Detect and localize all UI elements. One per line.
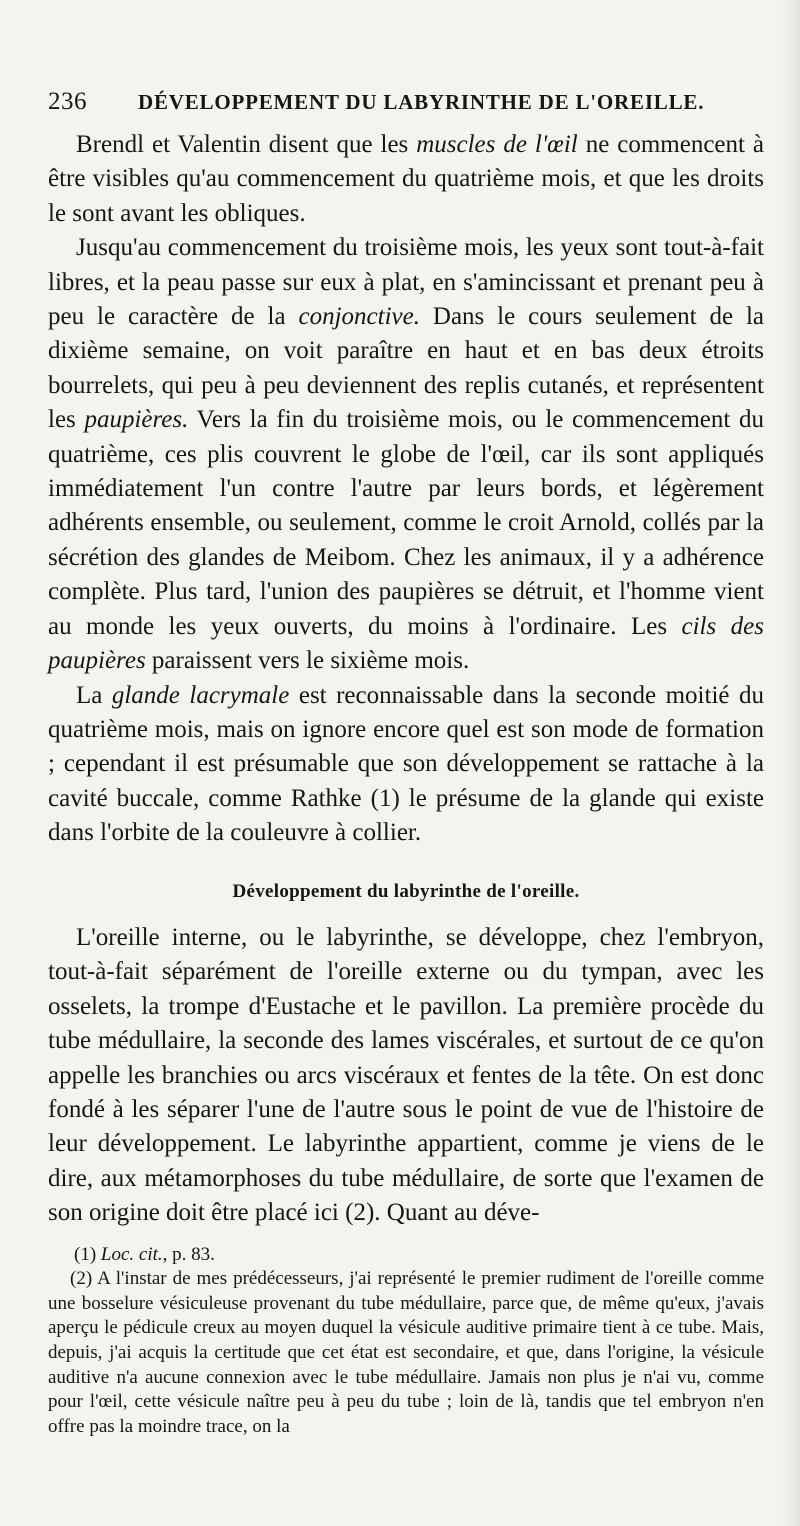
paragraph-glande	[48, 679, 764, 851]
paragraph-paupieres	[48, 231, 764, 678]
text-run: est reconnaissable dans la seconde moitié du quatrième mois, mais on ignore encore quel est son mode de formation ; cependant il est présumable que son développement se rattache à la cavité buccale, comme Rathke (1) le présume de la glande qui existe dans l'orbite de la couleuvre à collier.	[48, 681, 764, 847]
footnote-marker: (1)	[74, 1243, 101, 1265]
main-text	[48, 128, 764, 1231]
footnotes	[48, 1243, 764, 1440]
italic-term: cils des paupières	[48, 612, 764, 675]
running-title: DÉVELOPPEMENT DU LABYRINTHE DE L'OREILLE.	[138, 90, 705, 114]
text-run: Brendl et Valentin disent que les	[76, 131, 417, 158]
italic-term: conjonctive.	[298, 303, 420, 331]
text-run: paraissent vers le sixième mois.	[145, 647, 470, 675]
italic-term: muscles de l'œil	[416, 131, 578, 158]
text-run: Dans le cours seulement de la dixième semaine, on voit paraître en haut et en bas deux étroits bourrelets, qui peu à peu deviennent des replis cutanés, et représentent les	[48, 303, 764, 434]
text-run: Jusqu'au commencement du troisième mois, les yeux sont tout-à-fait libres, et la peau passe sur eux à plat, en s'amincissant et prenant peu à peu le caractère de la	[48, 234, 764, 331]
footnote-1	[48, 1243, 764, 1268]
footnote-2: (2) A l'instar de mes prédécesseurs, j'ai représenté le premier rudiment de l'oreille comme une bosselure vésiculeuse provenant du tube médullaire, parce que, de même qu'eux, j'avais aperçu le pédicule creux au moyen duquel la vésicule auditive primaire tient à ce tube. Mais, depuis, j'ai acquis la certitude que cet état est secondaire, et que, dans l'origine, la vésicule auditive n'a aucune connexion avec le tube médullaire. Jamais non plus je n'ai vu, comme pour l'œil, cette vésicule naître peu à peu du tube ; loin de là, tandis que tel embryon n'en offre pas la moindre trace, on la	[48, 1268, 764, 1437]
italic-term: paupières.	[84, 406, 189, 434]
section-heading: Développement du labyrinthe de l'oreille.	[232, 880, 580, 902]
text-run: Vers la fin du troisième mois, ou le commencement du quatrième, ces plis couvrent le globe de l'œil, car ils sont appliqués immédiatement l'un contre l'autre par leurs bords, et légèrement adhérents ensemble, ou seulement, comme le croit Arnold, collés par la sécrétion des glandes de Meibom. Chez les animaux, il y a adhérence complète. Plus tard, l'union des paupières se détruit, et l'homme vient au monde les yeux ouverts, du moins à l'ordinaire. Les	[48, 406, 764, 640]
italic-term: glande lacrymale	[111, 681, 290, 709]
text-run: La	[76, 681, 112, 709]
text-run: , p. 83.	[162, 1243, 215, 1265]
italic-term: Loc. cit.	[100, 1243, 163, 1265]
page-number: 236	[48, 88, 87, 115]
running-header	[48, 88, 764, 128]
paragraph-muscles	[48, 128, 764, 231]
page-edge-shadow	[782, 0, 800, 1526]
text-run: ne commencent à être visibles qu'au commencement du quatrième mois, et que les droits le sont avant les obliques.	[48, 131, 765, 227]
paragraph-oreille: L'oreille interne, ou le labyrinthe, se développe, chez l'embryon, tout-à-fait séparément de l'oreille externe ou du tympan, avec les osselets, la trompe d'Eustache et le pavillon. La première procède du tube médullaire, la seconde des lames viscérales, et surtout de ce qu'on appelle les branchies ou arcs viscéraux et fentes de la tête. On est donc fondé à les séparer l'une de l'autre sous le point de vue de l'histoire de leur développement. Le labyrinthe appartient, comme je viens de le dire, aux métamorphoses du tube médullaire, de sorte que l'examen de son origine doit être placé ici (2). Quant au déve-	[48, 923, 764, 1227]
book-page	[48, 88, 764, 1439]
